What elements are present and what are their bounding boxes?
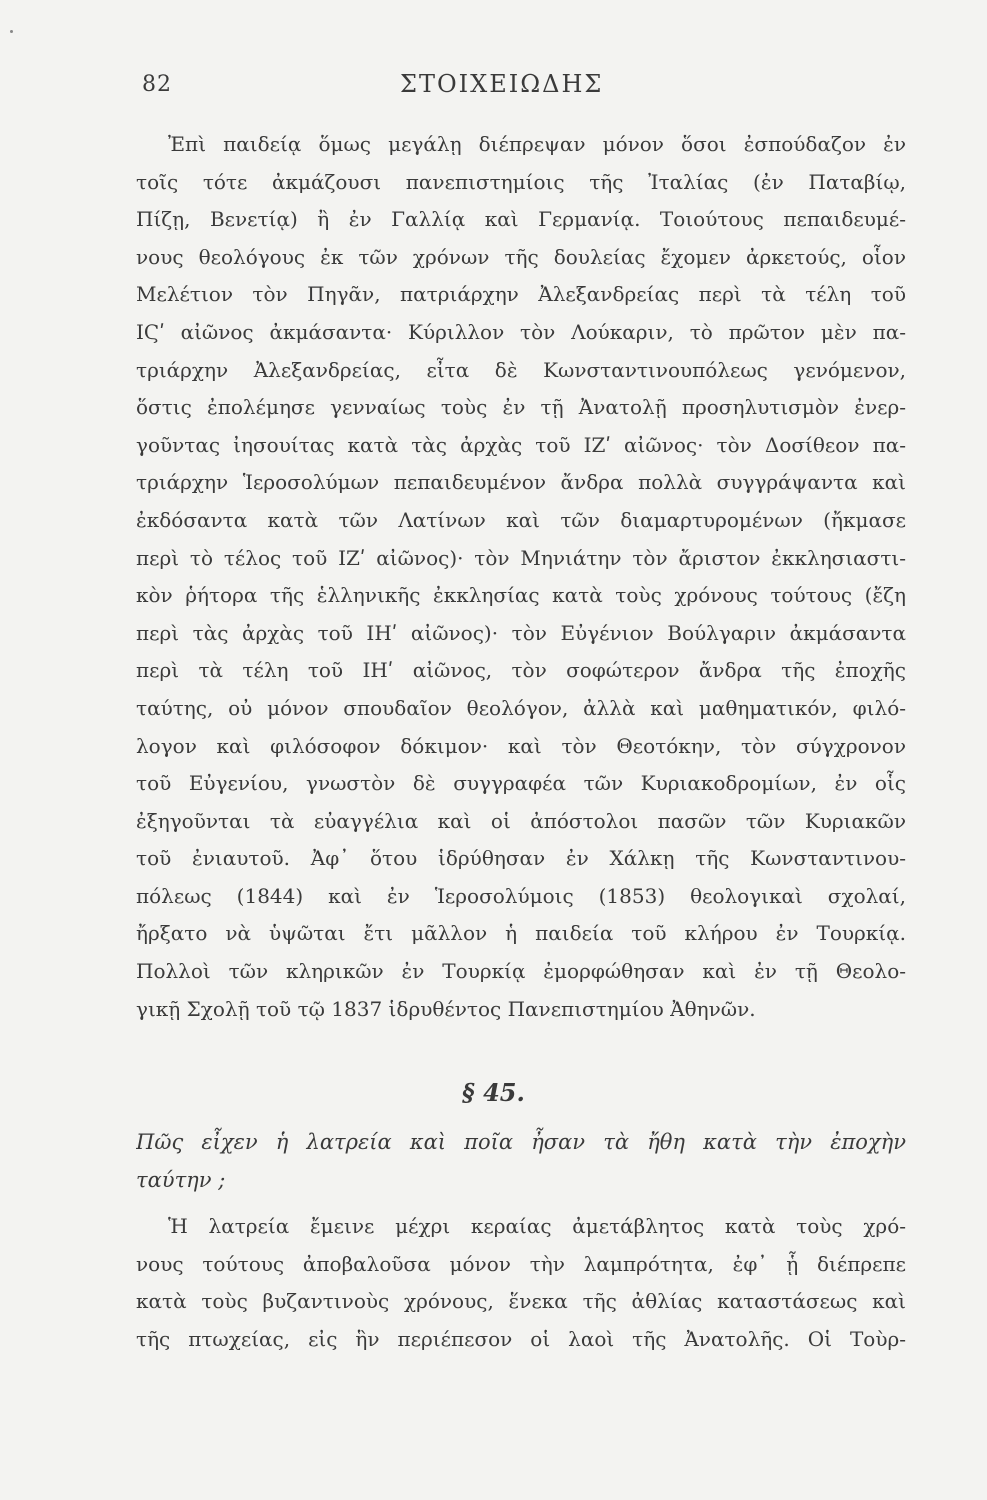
page-speck [10, 30, 13, 33]
text-line: λογον καὶ φιλόσοφον δόκιμον· καὶ τὸν Θεοτόκην, τὸν σύγχρονον [136, 733, 906, 758]
question-line: Πῶς εἶχεν ἡ λατρεία καὶ ποῖα ἦσαν τὰ ἤθη κατὰ τὴν ἐποχὴν [136, 1130, 906, 1154]
section-heading: § 45. [462, 1078, 525, 1107]
text-line: τῆς πτωχείας, εἰς ἣν περιέπεσον οἱ λαοὶ τῆς Ἀνατολῆς. Οἱ Τοὺρ- [136, 1326, 906, 1351]
text-line: ἐκδόσαντα κατὰ τῶν Λατίνων καὶ τῶν διαμαρτυρομένων (ἤκμασε [136, 507, 906, 532]
text-line: γοῦντας ἰησουίτας κατὰ τὰς ἀρχὰς τοῦ ΙΖʹ αἰῶνος· τὸν Δοσίθεον πα- [136, 432, 906, 457]
text-line: Πίζῃ, Βενετίᾳ) ἢ ἐν Γαλλίᾳ καὶ Γερμανίᾳ. Τοιούτους πεπαιδευμέ- [136, 207, 906, 232]
text-line: Πολλοὶ τῶν κληρικῶν ἐν Τουρκίᾳ ἐμορφώθησαν καὶ ἐν τῇ Θεολο- [136, 959, 906, 984]
text-line: τοῖς τότε ἀκμάζουσι πανεπιστημίοις τῆς Ἰταλίας (ἐν Παταβίῳ, [136, 169, 906, 194]
text-line: ἐξηγοῦνται τὰ εὐαγγέλια καὶ οἱ ἀπόστολοι πασῶν τῶν Κυριακῶν [136, 808, 906, 833]
text-line: κατὰ τοὺς βυζαντινοὺς χρόνους, ἕνεκα τῆς ἀθλίας καταστάσεως καὶ [136, 1289, 906, 1314]
text-line: ἤρξατο νὰ ὑψῶται ἔτι μᾶλλον ἡ παιδεία τοῦ κλήρου ἐν Τουρκίᾳ. [136, 921, 906, 946]
text-line: ὅστις ἐπολέμησε γενναίως τοὺς ἐν τῇ Ἀνατολῇ προσηλυτισμὸν ἐνερ- [136, 395, 906, 420]
text-line: περὶ τὰ τέλη τοῦ ΙΗʹ αἰῶνος, τὸν σοφώτερον ἄνδρα τῆς ἐποχῆς [136, 658, 906, 683]
text-line: τριάρχην Ἱεροσολύμων πεπαιδευμένον ἄνδρα πολλὰ συγγράψαντα καὶ [136, 470, 906, 495]
text-line: τριάρχην Ἀλεξανδρείας, εἶτα δὲ Κωνσταντινουπόλεως γενόμενον, [136, 357, 906, 382]
text-line: ταύτης, οὐ μόνον σπουδαῖον θεολόγον, ἀλλὰ καὶ μαθηματικόν, φιλό- [136, 695, 906, 720]
body-paragraph [136, 126, 906, 1028]
text-line: περὶ τὸ τέλος τοῦ ΙΖʹ αἰῶνος)· τὸν Μηνιάτην τὸν ἄριστον ἐκκλησιαστι- [136, 545, 906, 570]
question-block [136, 1124, 906, 1199]
text-line: Ἐπὶ παιδείᾳ ὅμως μεγάλῃ διέπρεψαν μόνον ὅσοι ἐσπούδαζον ἐν [168, 132, 906, 156]
text-line: Μελέτιον τὸν Πηγᾶν, πατριάρχην Ἀλεξανδρείας περὶ τὰ τέλη τοῦ [136, 282, 906, 307]
text-line: νους τούτους ἀποβαλοῦσα μόνον τὴν λαμπρότητα, ἐφ᾽ ᾗ διέπρεπε [136, 1251, 906, 1276]
text-line: Ἡ λατρεία ἔμεινε μέχρι κεραίας ἀμετάβλητος κατὰ τοὺς χρό- [168, 1214, 906, 1238]
question-line: ταύτην ; [136, 1167, 226, 1192]
text-line: περὶ τὰς ἀρχὰς τοῦ ΙΗʹ αἰῶνος)· τὸν Εὐγένιον Βούλγαριν ἀκμάσαντα [136, 620, 906, 645]
page-number: 82 [142, 72, 172, 97]
text-line: νους θεολόγους ἐκ τῶν χρόνων τῆς δουλείας ἔχομεν ἀρκετούς, οἷον [136, 244, 906, 269]
text-line: τοῦ ἐνιαυτοῦ. Ἀφ᾽ ὅτου ἱδρύθησαν ἐν Χάλκῃ τῆς Κωνσταντινου- [136, 846, 906, 871]
text-line: γικῇ Σχολῇ τοῦ τῷ 1837 ἱδρυθέντος Πανεπιστημίου Ἀθηνῶν. [136, 996, 756, 1021]
text-line: πόλεως (1844) καὶ ἐν Ἱεροσολύμοις (1853) θεολογικαὶ σχολαί, [136, 883, 906, 908]
running-head: ΣΤΟΙΧΕΙΩΔΗΣ [400, 70, 604, 98]
text-line: ΙϚʹ αἰῶνος ἀκμάσαντα· Κύριλλον τὸν Λούκαριν, τὸ πρῶτον μὲν πα- [136, 319, 906, 344]
text-line: κὸν ῥήτορα τῆς ἑλληνικῆς ἐκκλησίας κατὰ τοὺς χρόνους τούτους (ἔζη [136, 583, 906, 608]
text-line: τοῦ Εὐγενίου, γνωστὸν δὲ συγγραφέα τῶν Κυριακοδρομίων, ἐν οἷς [136, 771, 906, 796]
answer-paragraph [136, 1208, 906, 1358]
